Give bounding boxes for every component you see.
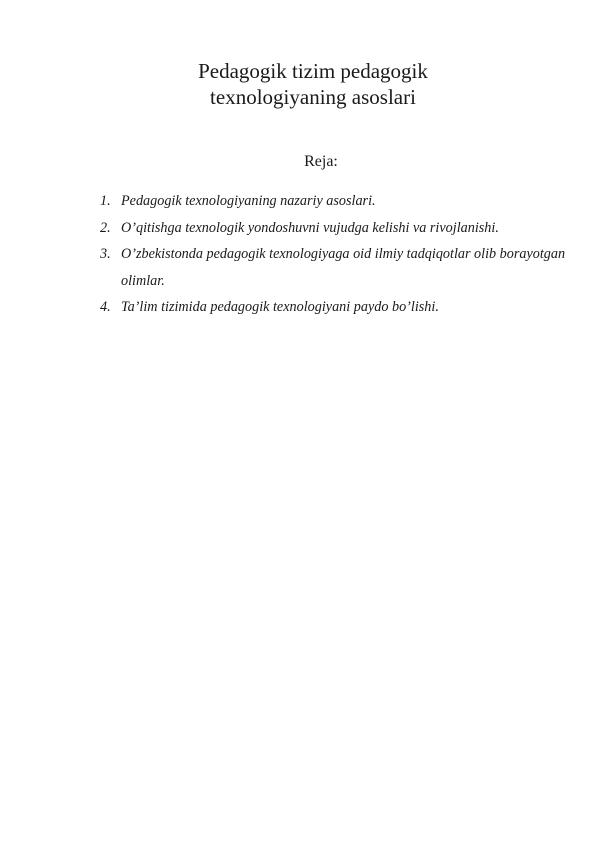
document-title [0, 58, 596, 110]
title-line-1: Pedagogik tizim pedagogik [198, 59, 428, 83]
plan-list [100, 188, 570, 321]
plan-item [100, 188, 570, 215]
plan-item [100, 215, 570, 242]
plan-item [100, 241, 570, 294]
plan-item-number: 3. [100, 246, 111, 262]
plan-item-number: 2. [100, 219, 111, 236]
plan-item-number: 1. [100, 193, 111, 209]
plan-item-text: O’zbekistonda pedagogik texnologiyaga oid ilmiy tadqiqotlar olib borayotgan olimlar. [121, 246, 566, 289]
plan-item-text: Ta’lim tizimida pedagogik texnologiyani paydo bo’lishi. [121, 299, 439, 315]
plan-item [100, 294, 570, 321]
plan-item-text: O’qitishga texnologik yondoshuvni vujudga kelishi va rivojlanishi. [121, 219, 499, 236]
plan-item-number: 4. [100, 299, 111, 315]
plan-heading: Reja: [304, 153, 338, 170]
plan-item-text: Pedagogik texnologiyaning nazariy asoslari. [121, 193, 376, 209]
title-line-2: texnologiyaning asoslari [210, 85, 416, 109]
